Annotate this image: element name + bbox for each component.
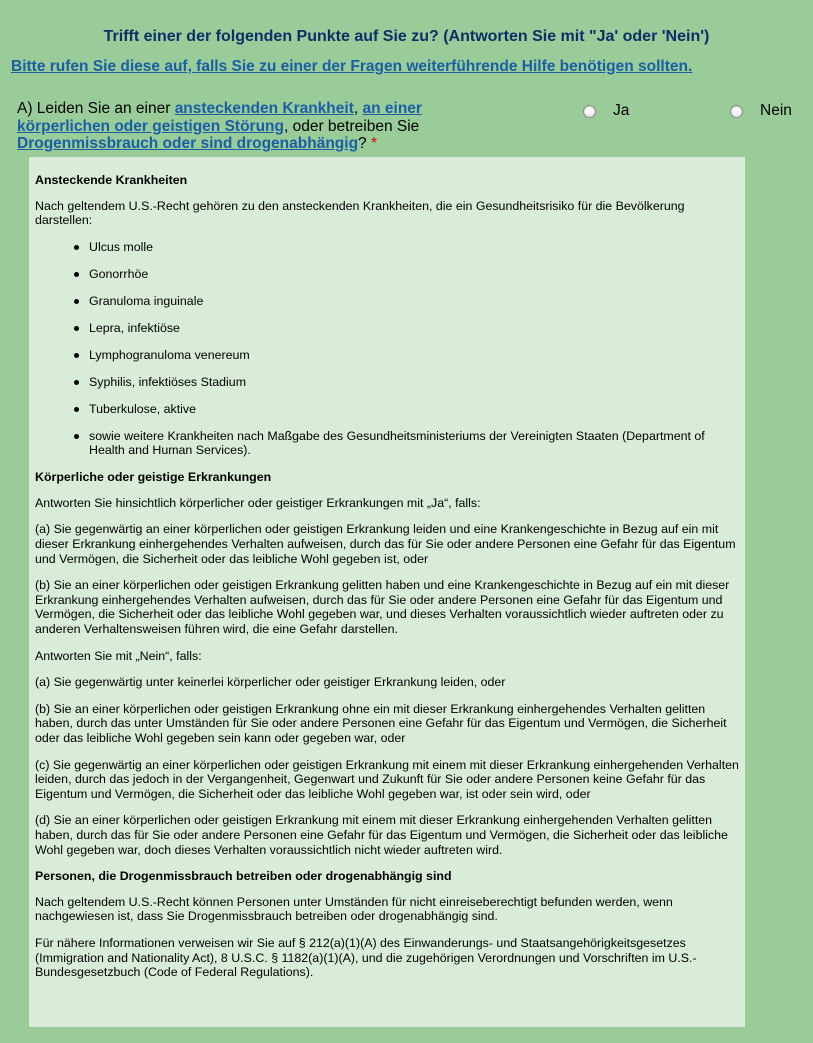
disorders-no-a: (a) Sie gegenwärtig unter keinerlei körperlicher oder geistiger Erkrankung leiden, oder — [35, 675, 506, 690]
section-title-drugs: Personen, die Drogenmissbrauch betreiben oder drogenabhängig sind — [35, 869, 452, 884]
disorders-no-c: (c) Sie gegenwärtig an einer körperlichen oder geistigen Erkrankung mit einem mit dieser Erkrankung einhergehenden Verhalten leiden, durch das jedoch in der Vergangenheit, Gegenwart und Zukunft für Sie oder andere Personen keine Gefahr für das Eigentum und Vermögen, die Sicherheit oder das leibliche Wohl gegeben war, ist oder sein wird, oder — [35, 757, 739, 801]
list-item: Lepra, infektiöse — [89, 321, 739, 336]
answer-yes-option[interactable] — [583, 102, 629, 120]
yes-radio[interactable] — [583, 105, 596, 118]
list-item: Tuberkulose, aktive — [89, 402, 739, 417]
list-item: Ulcus molle — [89, 240, 739, 255]
link-physical-mental-disorder[interactable]: an einer körperlichen oder geistigen Störung — [17, 100, 422, 135]
link-drug-abuse[interactable]: Drogenmissbrauch oder sind drogenabhängig — [17, 135, 359, 152]
disorders-no-intro: Antworten Sie mit „Nein“, falls: — [35, 648, 202, 663]
infectious-intro: Nach geltendem U.S.-Recht gehören zu den ansteckenden Krankheiten, die ein Gesundheitsrisiko für die Bevölkerung darstellen: — [35, 198, 685, 228]
section-title-disorders: Körperliche oder geistige Erkrankungen — [35, 470, 272, 485]
no-radio[interactable] — [730, 105, 743, 118]
question-group-title: Trifft einer der folgenden Punkte auf Sie zu? (Antworten Sie mit "Ja' oder 'Nein') — [103, 28, 710, 45]
question-text: , — [353, 100, 363, 117]
list-item: Gonorrhöe — [89, 267, 739, 282]
yes-label[interactable]: Ja — [613, 102, 630, 119]
question-text: , oder betreiben Sie — [283, 117, 420, 135]
disorders-yes-a: (a) Sie gegenwärtig an einer körperlichen oder geistigen Erkrankung leiden und eine Krankengeschichte in Bezug auf ein mit dieser Erkrankung einhergehendes Verhalten aufweisen, durch das für Sie oder andere Personen eine Gefahr für das Eigentum und Vermögen, die Sicherheit oder das leibliche Wohl gegeben ist, oder — [35, 522, 736, 566]
help-info-panel — [29, 157, 745, 1027]
section-title-infectious: Ansteckende Krankheiten — [35, 173, 188, 187]
disorders-yes-intro: Antworten Sie hinsichtlich körperlicher oder geistiger Erkrankungen mit „Ja“, falls: — [35, 495, 481, 510]
disease-list — [35, 240, 739, 458]
question-text: A) Leiden Sie an einer — [17, 100, 175, 117]
disorders-yes-b: (b) Sie an einer körperlichen oder geistigen Erkrankung gelitten haben und eine Krankengeschichte in Bezug auf ein mit dieser Erkrankung einhergehendes Verhalten aufweisen, durch das für Sie oder andere Personen eine Gefahr für das Eigentum und Vermögen, die Sicherheit oder das leibliche Wohl gegeben war, und dieses Verhalten voraussichtlich wieder auftreten oder zu anderen Verhaltensweisen führen wird, die eine Gefahr darstellen. — [35, 578, 730, 636]
question-a — [17, 100, 517, 153]
no-label[interactable]: Nein — [760, 102, 792, 119]
list-item: Lymphogranuloma venereum — [89, 348, 739, 363]
required-marker: * — [370, 135, 378, 152]
list-item: sowie weitere Krankheiten nach Maßgabe des Gesundheitsministeriums der Vereinigten Staaten (Department of Health and Human Services). — [89, 429, 739, 458]
disorders-no-d: (d) Sie an einer körperlichen oder geistigen Erkrankung mit einem mit dieser Erkrankung einhergehenden Verhalten gelitten haben, durch das für Sie oder andere Personen eine Gefahr für das Eigentum und Vermögen, die Sicherheit oder das leibliche Wohl gegeben war, doch dieses Verhalten voraussichtlich nicht wieder auftreten wird. — [35, 813, 728, 857]
list-item: Granuloma inguinale — [89, 294, 739, 309]
drugs-paragraph-1: Nach geltendem U.S.-Recht können Personen unter Umständen für nicht einreiseberechtigt befunden werden, wenn nachgewiesen ist, dass Sie Drogenmissbrauch betreiben oder drogenabhängig sind. — [35, 894, 673, 924]
link-infectious-disease[interactable]: ansteckenden Krankheit — [174, 100, 354, 117]
disorders-no-b: (b) Sie an einer körperlichen oder geistigen Erkrankung ohne ein mit dieser Erkrankung einhergehendes Verhalten gelitten haben, durch das unter Umständen für Sie oder andere Personen eine Gefahr für das Eigentum und Vermögen, die Sicherheit oder das leibliche Wohl gegeben sein kann oder gegeben war, oder — [35, 701, 727, 745]
help-link[interactable]: Bitte rufen Sie diese auf, falls Sie zu einer der Fragen weiterführende Hilfe benötigen sollten. — [11, 58, 693, 75]
answer-no-option[interactable] — [730, 102, 792, 120]
drugs-paragraph-2: Für nähere Informationen verweisen wir Sie auf § 212(a)(1)(A) des Einwanderungs- und Staatsangehörigkeitsgesetzes (Immigration and Nationality Act), 8 U.S.C. § 1182(a)(1)(A), und die zugehörigen Verordnungen und Vorschriften im U.S.-Bundesgesetzbuch (Code of Federal Regulations). — [35, 935, 697, 980]
list-item: Syphilis, infektiöses Stadium — [89, 375, 739, 390]
question-text: ? — [358, 135, 367, 152]
